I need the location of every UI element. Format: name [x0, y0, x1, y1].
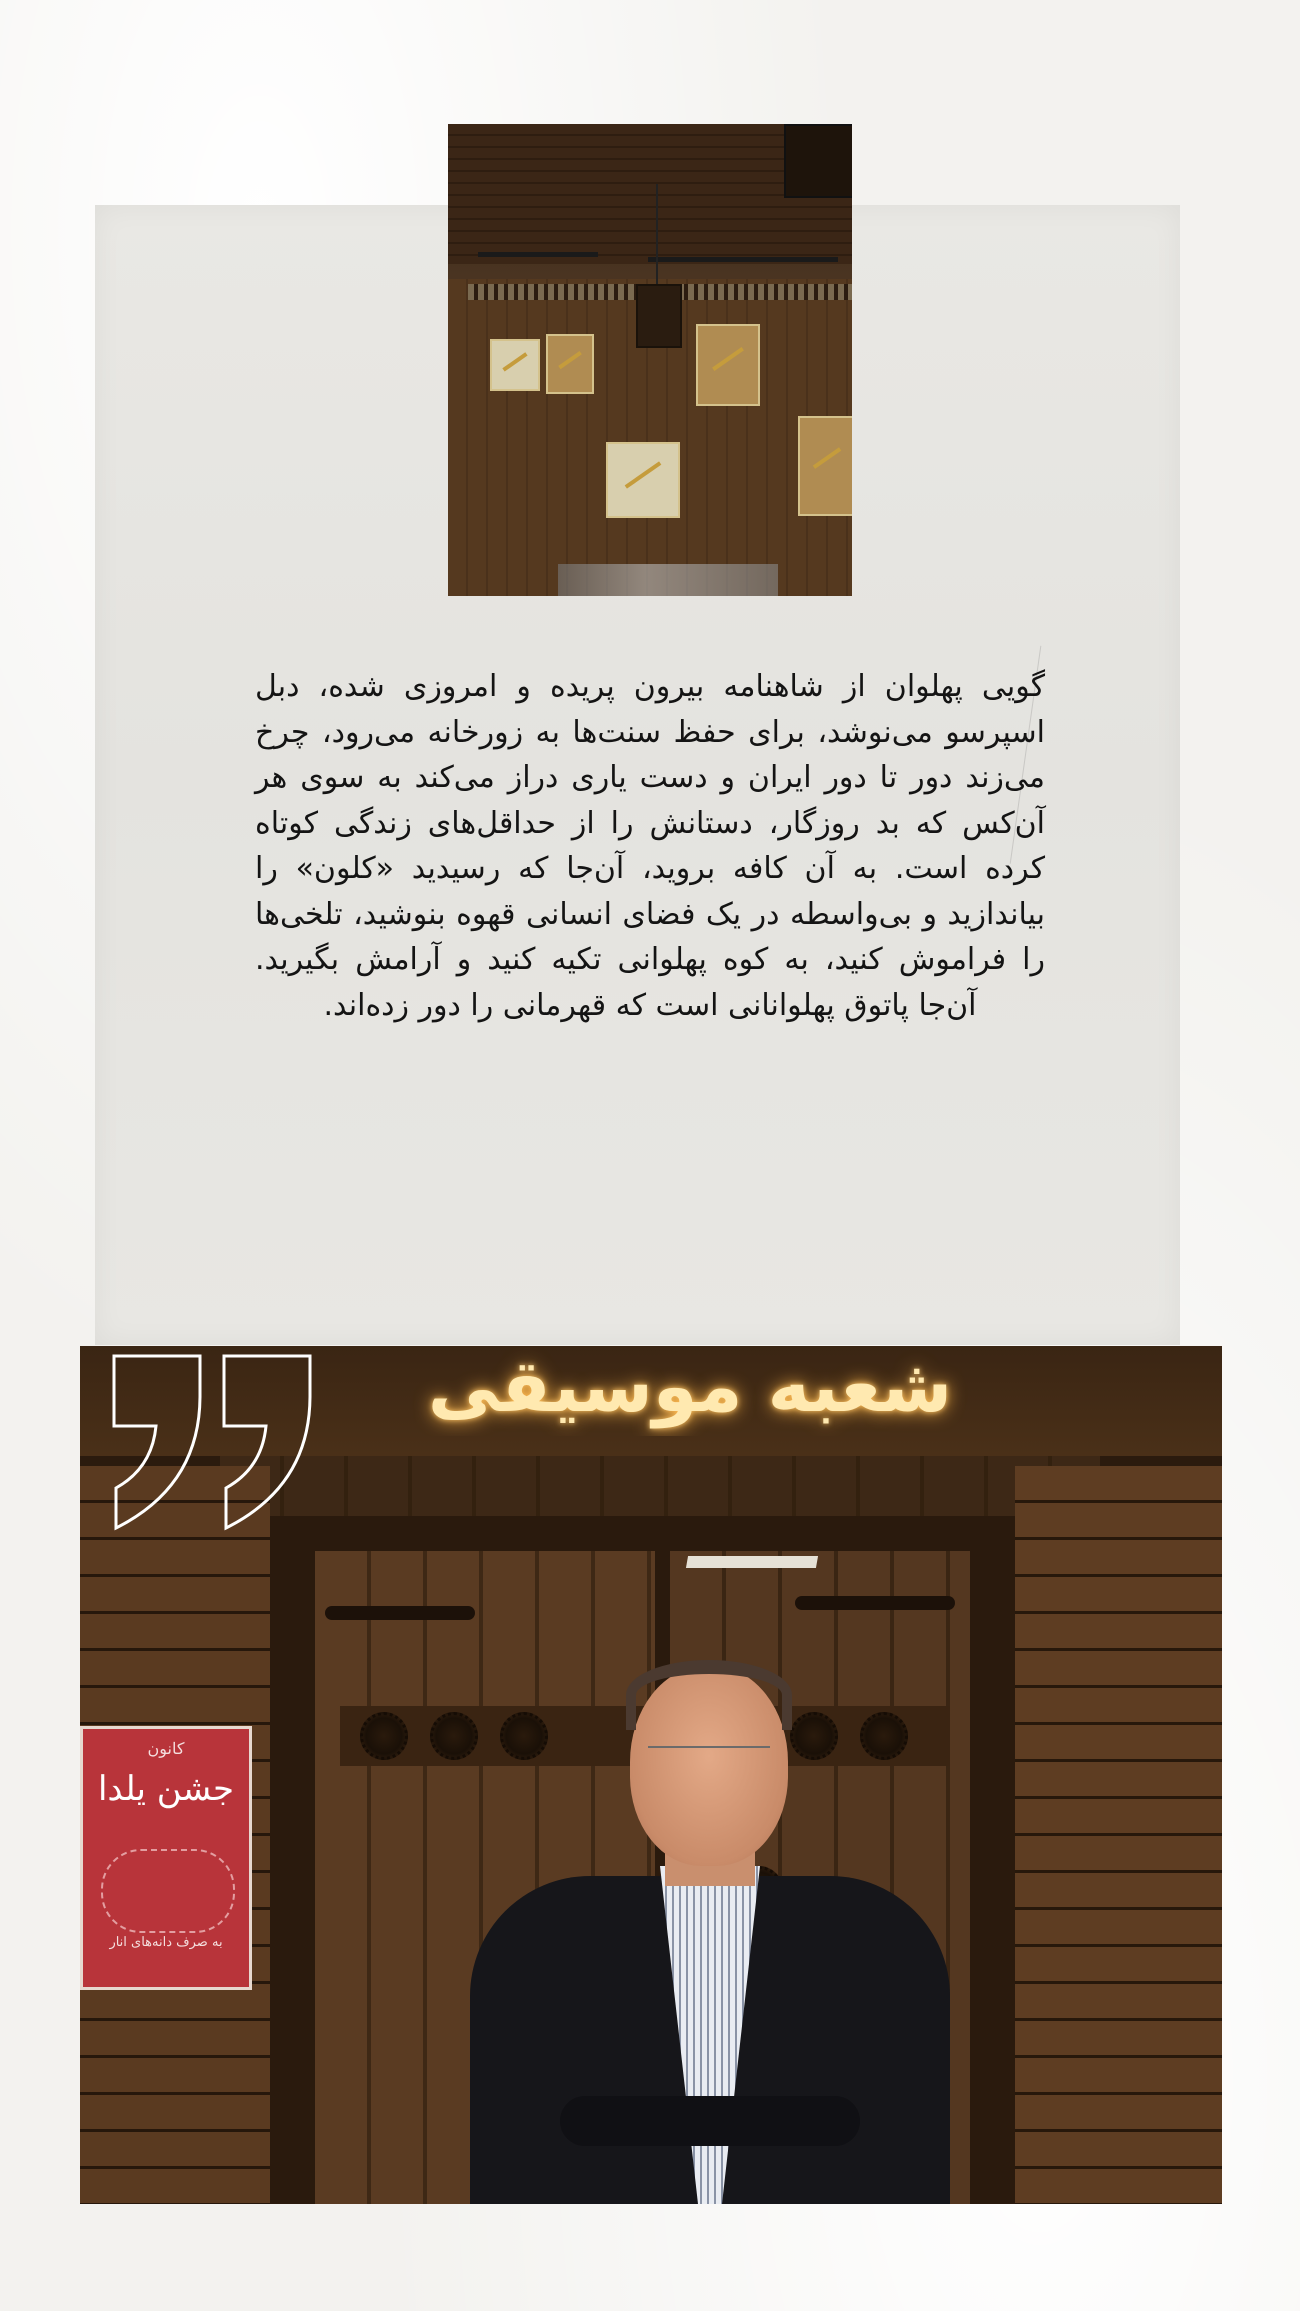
door-gap — [686, 1556, 818, 1568]
poster-footer: به صرف دانه‌های انار — [109, 1935, 223, 1950]
santur-icon — [625, 461, 662, 488]
instrument-frame — [490, 339, 540, 391]
door-hinge — [325, 1606, 475, 1620]
instrument-frame — [798, 416, 852, 516]
lantern — [784, 124, 852, 198]
flute-icon — [813, 447, 842, 469]
yalda-poster — [80, 1726, 252, 1990]
hair — [626, 1660, 792, 1730]
saxophone-icon — [712, 347, 744, 371]
floor-items — [558, 564, 778, 596]
poster-ornament — [101, 1849, 235, 1933]
trumpet-icon — [503, 353, 528, 372]
poster-subtitle: کانون — [147, 1739, 185, 1758]
crossed-arms — [560, 2096, 860, 2146]
cafe-entrance-photo — [80, 1346, 1222, 2204]
instrument-frame — [546, 334, 594, 394]
lamp-cord — [656, 184, 658, 284]
door-lintel — [220, 1456, 1100, 1520]
illuminated-sign: شعبه موسیقی — [427, 1346, 953, 1428]
saxophone-icon — [558, 351, 582, 369]
door-hinge — [795, 1596, 955, 1610]
brick-pillar-right — [1015, 1466, 1222, 2204]
rosette-icon — [360, 1712, 408, 1760]
instrument-frame — [606, 442, 680, 518]
glasses-icon — [648, 1746, 770, 1770]
man-portrait — [470, 1666, 950, 2204]
hanging-lamp — [636, 284, 682, 348]
cafe-interior-photo — [448, 124, 852, 596]
instrument-frame — [696, 324, 760, 406]
quote-mark-icon — [80, 1346, 320, 1586]
track-light-rail — [478, 252, 598, 257]
poster-title: جشن یلدا — [97, 1769, 235, 1809]
article-paragraph: گویی پهلوان از شاهنامه بیرون پریده و امروزی شده، دبل اسپرسو می‌نوشد، برای حفظ سنت‌ها به زورخانه می‌رود، چرخ می‌زند دور تا دور ایران و دست یاری دراز می‌کند به سوی هر آن‌کس که بد روزگار، دستانش را از حداقل‌های زندگی کوتاه کرده است. به آن کافه بروید، آن‌جا که رسیدید «کلون» را بیاندازید و بی‌واسطه در یک فضای انسانی قهوه بنوشید، تلخی‌ها را فراموش کنید، به کوه پهلوانی تکیه کنید و آرامش بگیرید. آن‌جا پاتوق پهلوانانی است که قهرمانی را دور زده‌اند. — [255, 669, 1045, 1023]
track-light-rail — [648, 257, 838, 262]
